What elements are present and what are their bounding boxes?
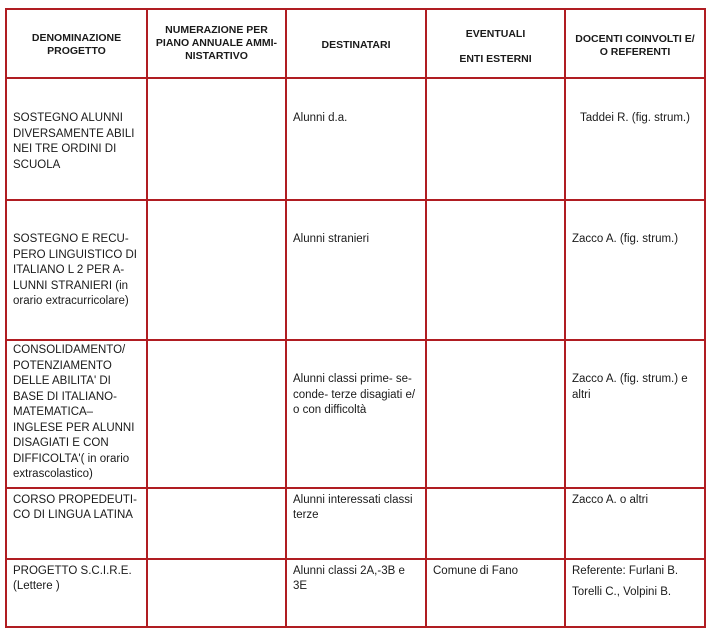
cell-docenti bbox=[565, 559, 705, 627]
cell-text: ITALIANO L 2 PER A- bbox=[13, 264, 125, 276]
cell-text: (Lettere ) bbox=[13, 580, 60, 592]
cell-enti bbox=[426, 200, 565, 340]
header-destinatari bbox=[286, 9, 426, 78]
cell-numerazione bbox=[147, 340, 286, 488]
cell-text: 3E bbox=[293, 580, 308, 592]
cell-text: Alunni classi 2A,-3B e bbox=[293, 564, 405, 577]
cell-progetto bbox=[6, 559, 147, 627]
cell-text: MATEMATICA– bbox=[13, 406, 94, 418]
cell-text: SCUOLA bbox=[13, 158, 61, 171]
header-text: ENTI ESTERNI bbox=[459, 53, 532, 65]
header-row bbox=[6, 9, 705, 78]
header-text: NUMERAZIONE PER bbox=[165, 24, 268, 36]
table-row bbox=[6, 78, 705, 200]
cell-text: CORSO PROPEDEUTI- bbox=[13, 493, 137, 506]
cell-destinatari bbox=[286, 559, 426, 627]
cell-text: Zacco A. (fig. strum.) bbox=[572, 233, 679, 245]
table-row bbox=[6, 340, 705, 488]
cell-text: CONSOLIDAMENTO/ bbox=[13, 344, 126, 356]
cell-destinatari bbox=[286, 340, 426, 488]
header-text: NISTARTIVO bbox=[185, 50, 248, 62]
cell-text: PERO LINGUISTICO DI bbox=[13, 248, 137, 261]
cell-enti bbox=[426, 78, 565, 200]
header-denominazione bbox=[6, 9, 147, 78]
cell-text: Referente: Furlani B. bbox=[572, 564, 679, 577]
cell-text: Alunni classi prime- se- bbox=[293, 373, 412, 385]
cell-text: POTENZIAMENTO bbox=[13, 359, 112, 372]
cell-progetto bbox=[6, 78, 147, 200]
cell-text: Zacco A. (fig. strum.) e bbox=[572, 373, 688, 385]
cell-progetto bbox=[6, 340, 147, 488]
cell-destinatari bbox=[286, 200, 426, 340]
header-docenti bbox=[565, 9, 705, 78]
cell-text: Alunni d.a. bbox=[293, 112, 348, 124]
cell-docenti bbox=[565, 488, 705, 559]
cell-text: LUNNI STRANIERI (in bbox=[13, 279, 129, 292]
cell-text: orario extracurricolare) bbox=[13, 295, 129, 307]
header-text: DESTINATARI bbox=[321, 39, 391, 51]
cell-text: CO DI LINGUA LATINA bbox=[13, 509, 133, 521]
cell-numerazione bbox=[147, 488, 286, 559]
cell-text: BASE DI ITALIANO- bbox=[13, 390, 117, 403]
cell-progetto bbox=[6, 200, 147, 340]
header-numerazione bbox=[147, 9, 286, 78]
cell-text: PROGETTO S.C.I.R.E. bbox=[13, 564, 132, 577]
cell-text: Comune di Fano bbox=[433, 564, 519, 577]
cell-text: DIVERSAMENTE ABILI bbox=[13, 127, 135, 140]
projects-table bbox=[5, 8, 706, 628]
cell-text: DIFFICOLTA'( in orario bbox=[13, 452, 130, 465]
cell-docenti bbox=[565, 78, 705, 200]
cell-enti bbox=[426, 340, 565, 488]
header-text: DOCENTI COINVOLTI E/ bbox=[575, 33, 695, 45]
cell-numerazione bbox=[147, 559, 286, 627]
cell-numerazione bbox=[147, 200, 286, 340]
cell-text: SOSTEGNO E RECU- bbox=[13, 233, 129, 245]
cell-destinatari bbox=[286, 488, 426, 559]
header-text: O REFERENTI bbox=[599, 46, 671, 58]
cell-text: conde- terze disagiati e/ bbox=[293, 388, 416, 401]
cell-destinatari bbox=[286, 78, 426, 200]
table-row bbox=[6, 200, 705, 340]
header-text: PIANO ANNUALE AMMI- bbox=[155, 37, 278, 49]
cell-text: o con difficoltà bbox=[293, 404, 367, 416]
cell-docenti bbox=[565, 340, 705, 488]
cell-progetto bbox=[6, 488, 147, 559]
cell-text: altri bbox=[572, 388, 591, 401]
header-text: EVENTUALI bbox=[465, 28, 526, 40]
cell-text: Alunni stranieri bbox=[293, 233, 370, 245]
cell-text: terze bbox=[293, 509, 319, 521]
cell-text: Zacco A. o altri bbox=[572, 493, 649, 506]
header-text: PROGETTO bbox=[47, 45, 106, 57]
cell-text: SOSTEGNO ALUNNI bbox=[13, 112, 123, 124]
table-row bbox=[6, 488, 705, 559]
cell-text: INGLESE PER ALUNNI bbox=[13, 421, 135, 434]
cell-text: DELLE ABILITA' DI bbox=[13, 375, 111, 387]
header-text: DENOMINAZIONE bbox=[31, 32, 122, 44]
cell-enti bbox=[426, 559, 565, 627]
cell-text: Alunni interessati classi bbox=[293, 493, 413, 506]
header-eventuali bbox=[426, 9, 565, 78]
cell-enti bbox=[426, 488, 565, 559]
cell-text: Torelli C., Volpini B. bbox=[572, 586, 672, 598]
cell-docenti bbox=[565, 200, 705, 340]
document-frame bbox=[5, 8, 704, 632]
header-gap bbox=[427, 41, 564, 53]
cell-text: extrascolastico) bbox=[13, 468, 93, 480]
cell-text: DISAGIATI E CON bbox=[13, 437, 109, 449]
table-row bbox=[6, 559, 705, 627]
cell-numerazione bbox=[147, 78, 286, 200]
cell-text: NEI TRE ORDINI DI bbox=[13, 143, 117, 155]
cell-text: Taddei R. (fig. strum.) bbox=[580, 112, 690, 124]
